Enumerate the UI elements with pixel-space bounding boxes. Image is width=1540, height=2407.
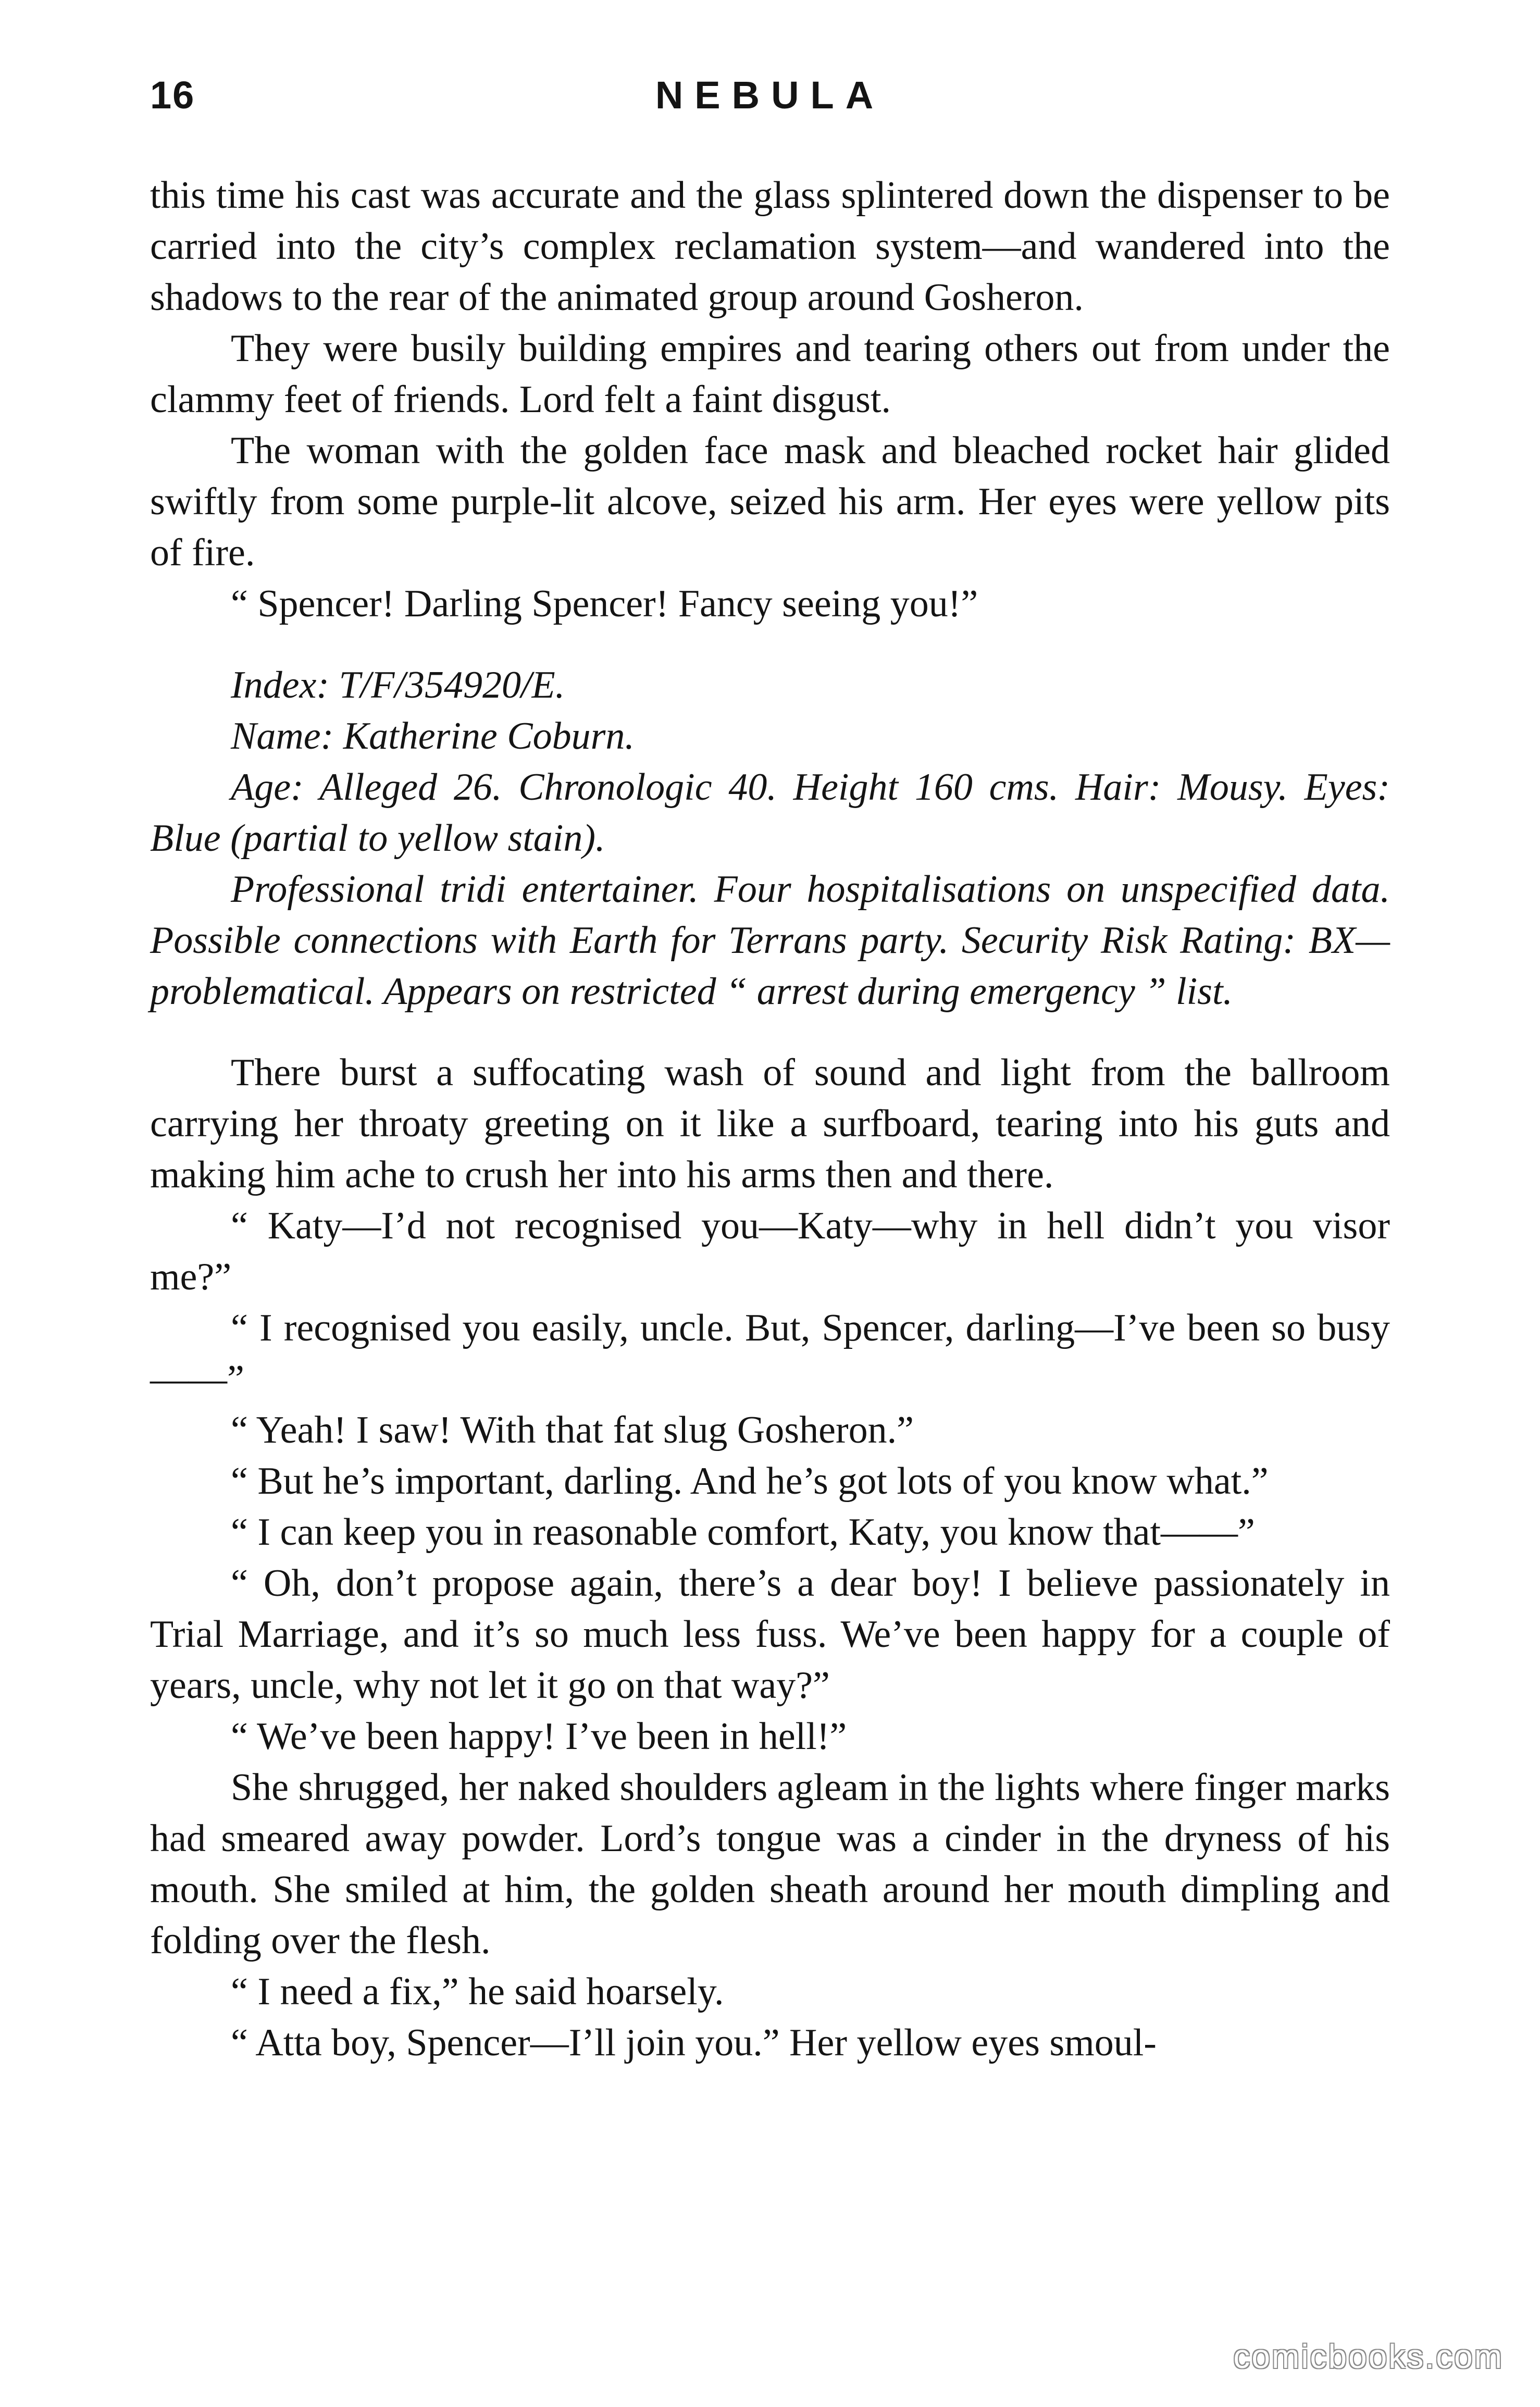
dialogue-paragraph: “ Atta boy, Spencer—I’ll join you.” Her yellow eyes smoul- [231, 2021, 1157, 2064]
dialogue-paragraph: “ Oh, don’t propose again, there’s a dear boy! I believe passionately in Trial Marriage, and it’s so much less fuss. We’ve been happy for a couple of years, uncle, why not let it go on that way?” [150, 1562, 1390, 1707]
paragraph: There burst a suffocating wash of sound and light from the ballroom carrying her throaty greeting on it like a surfboard, tearing into his guts and making him ache to crush her into his arms then and there. [150, 1051, 1390, 1196]
paragraph: She shrugged, her naked shoulders agleam in the lights where finger marks had smeared away powder. Lord’s tongue was a cinder in the dryness of his mouth. She smiled at him, the golden sheath around her mouth dimpling and folding over the flesh. [150, 1766, 1390, 1962]
dialogue-paragraph: “ Spencer! Darling Spencer! Fancy seeing you!” [231, 582, 978, 625]
dialogue-paragraph: “ Yeah! I saw! With that fat slug Gosheron.” [231, 1409, 914, 1451]
watermark: comicbooks.com [1233, 2338, 1504, 2375]
dialogue-paragraph: “ I need a fix,” he said hoarsely. [231, 1970, 724, 2013]
paragraph: They were busily building empires and tearing others out from under the clammy feet of friends. Lord felt a faint disgust. [150, 327, 1390, 421]
running-title: NEBULA [655, 73, 885, 117]
paragraph: this time his cast was accurate and the glass splintered down the dispenser to be carried into the city’s complex reclamation system—and wandered into the shadows to the rear of the animated group around Gosheron. [150, 174, 1390, 319]
dialogue-paragraph: “ Katy—I’d not recognised you—Katy—why in hell didn’t you visor me?” [150, 1205, 1390, 1298]
record-index: Index: T/F/354920/E. [231, 664, 565, 706]
record-age: Age: Alleged 26. Chronologic 40. Height 160 cms. Hair: Mousy. Eyes: Blue (partial to yellow stain). [150, 766, 1390, 860]
page-header [150, 73, 1390, 130]
paragraph: The woman with the golden face mask and bleached rocket hair glided swiftly from some purple-lit alcove, seized his arm. Her eyes were yellow pits of fire. [150, 429, 1390, 574]
record-notes: Professional tridi entertainer. Four hospitalisations on unspecified data. Possible connections with Earth for Terrans party. Security Risk Rating: BX—problematical. Appears on restricted “ arrest during emergency ” list. [150, 868, 1390, 1013]
body-text [150, 170, 1390, 2068]
dialogue-paragraph: “ I can keep you in reasonable comfort, Katy, you know that——” [231, 1511, 1255, 1554]
dialogue-paragraph: “ I recognised you easily, uncle. But, Spencer, darling—I’ve been so busy——” [150, 1307, 1390, 1400]
record-name: Name: Katherine Coburn. [231, 715, 635, 758]
dialogue-paragraph: “ We’ve been happy! I’ve been in hell!” [231, 1715, 847, 1758]
dialogue-paragraph: “ But he’s important, darling. And he’s got lots of you know what.” [231, 1460, 1269, 1503]
page-number: 16 [150, 73, 195, 117]
